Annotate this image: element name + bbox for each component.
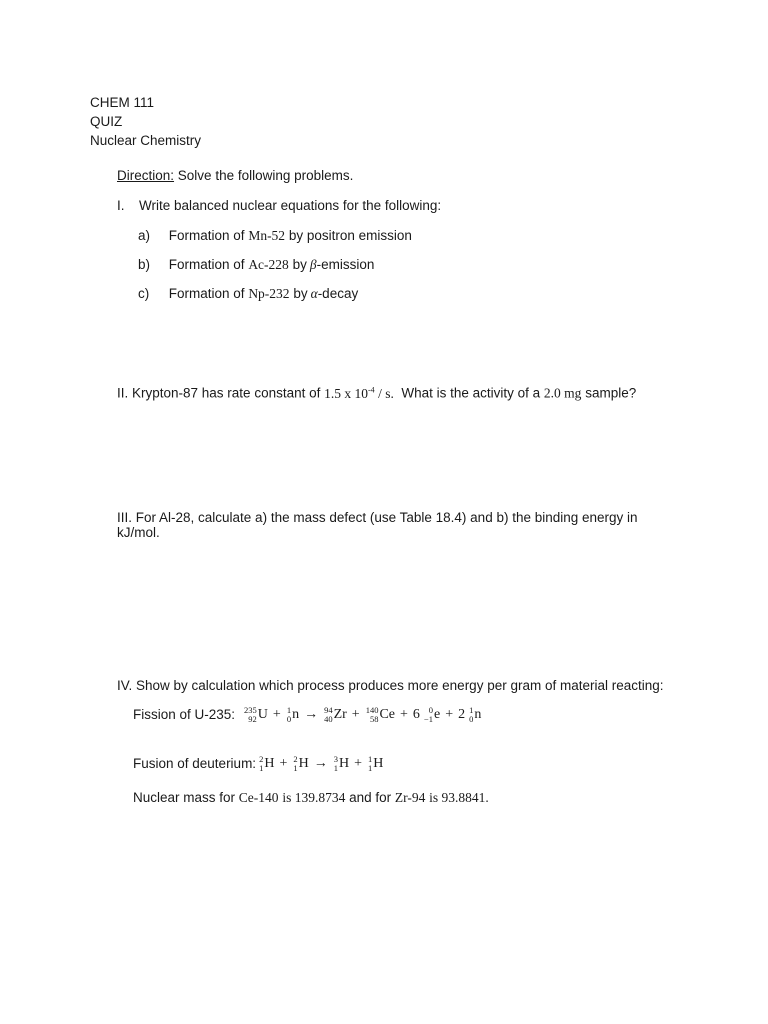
operator: + bbox=[351, 706, 360, 722]
element-symbol: n bbox=[292, 706, 300, 722]
masses-pre: Nuclear mass for bbox=[133, 790, 236, 805]
operator: + bbox=[445, 706, 454, 722]
question-1 bbox=[117, 198, 441, 213]
nuclear-masses bbox=[133, 790, 489, 806]
atomic-number: 92 bbox=[248, 713, 257, 724]
direction-label: Direction: bbox=[117, 168, 175, 183]
direction-line bbox=[117, 168, 353, 183]
operator: + bbox=[354, 755, 362, 771]
element-symbol: H bbox=[264, 755, 275, 771]
fission-label: Fission of U-235: bbox=[133, 707, 236, 722]
mass-nuclide-2: Zr-94 bbox=[394, 790, 426, 805]
masses-mid: and for bbox=[349, 790, 392, 805]
fusion-equation bbox=[133, 755, 383, 772]
question-3-line-2: kJ/mol. bbox=[117, 525, 160, 540]
direction-text: Solve the following problems. bbox=[177, 168, 354, 183]
isotope-numbers bbox=[366, 706, 379, 723]
atomic-number: 0 bbox=[286, 713, 292, 724]
coefficient: 2 bbox=[458, 706, 466, 722]
item-label: b) bbox=[138, 257, 151, 272]
mass-nuclide-1: Ce-140 bbox=[238, 790, 279, 805]
item-post: -decay bbox=[317, 286, 359, 301]
nuclide-term bbox=[286, 706, 299, 723]
fission-terms bbox=[243, 706, 481, 723]
mass-number: 94 bbox=[324, 705, 333, 715]
element-symbol: H bbox=[373, 755, 384, 771]
element-symbol: Ce bbox=[379, 706, 396, 722]
isotope-numbers bbox=[334, 755, 338, 772]
rate-base: 1.5 x 10 bbox=[324, 385, 369, 401]
header bbox=[90, 93, 201, 150]
item-nuclide: Np-232 bbox=[248, 286, 290, 301]
operator: → bbox=[313, 755, 328, 771]
mass-number: 2 bbox=[293, 754, 298, 764]
isotope-numbers bbox=[469, 706, 473, 723]
mass-number: 3 bbox=[333, 754, 338, 764]
isotope-numbers bbox=[293, 755, 297, 772]
item-mid: by bbox=[293, 286, 308, 301]
isotope-numbers bbox=[244, 706, 257, 723]
isotope-numbers bbox=[287, 706, 291, 723]
item-particle: α bbox=[310, 286, 318, 301]
item-particle: β bbox=[309, 257, 317, 272]
atomic-number: 1 bbox=[293, 762, 298, 773]
rate-unit: / s. bbox=[378, 385, 394, 401]
atomic-number: 40 bbox=[324, 713, 333, 724]
nuclide-term bbox=[458, 706, 481, 723]
nuclide-term bbox=[258, 755, 274, 772]
nuclide-term bbox=[367, 755, 383, 772]
question-2-mid: What is the activity of a bbox=[401, 385, 541, 401]
element-symbol: Zr bbox=[333, 706, 347, 722]
element-symbol: U bbox=[257, 706, 268, 722]
atomic-number: 1 bbox=[368, 762, 373, 773]
sample-mass: 2.0 mg bbox=[543, 385, 582, 401]
question-1-item-b bbox=[138, 257, 374, 273]
item-pre: Formation of bbox=[168, 286, 245, 301]
course-title: CHEM 111 bbox=[90, 95, 155, 110]
element-symbol: n bbox=[474, 706, 482, 722]
atomic-number: 0 bbox=[469, 713, 474, 724]
mass-number: 140 bbox=[365, 705, 379, 715]
operator: + bbox=[272, 706, 281, 722]
atomic-number: 1 bbox=[333, 762, 338, 773]
quiz-topic: Nuclear Chemistry bbox=[90, 133, 202, 148]
rate-exponent: -4 bbox=[368, 385, 375, 394]
element-symbol: H bbox=[338, 755, 350, 771]
mass-number: 0 bbox=[428, 705, 433, 715]
element-symbol: H bbox=[298, 755, 309, 771]
item-pre: Formation of bbox=[168, 228, 245, 243]
isotope-numbers bbox=[424, 706, 433, 723]
rate-constant bbox=[324, 386, 394, 401]
quiz-type: QUIZ bbox=[90, 114, 123, 129]
operator: + bbox=[279, 755, 288, 771]
isotope-numbers bbox=[259, 755, 263, 772]
element-symbol: e bbox=[433, 706, 441, 722]
operator: → bbox=[304, 706, 319, 722]
question-2-pre: II. Krypton-87 has rate constant of bbox=[117, 385, 321, 401]
atomic-number: 1 bbox=[259, 762, 264, 773]
fusion-terms bbox=[258, 755, 383, 772]
question-1-item-a bbox=[138, 228, 412, 244]
mass-number: 2 bbox=[259, 754, 264, 764]
isotope-numbers bbox=[324, 706, 333, 723]
item-pre: Formation of bbox=[168, 257, 245, 272]
question-1-number: I. bbox=[117, 198, 125, 213]
mass-number: 1 bbox=[469, 705, 474, 715]
item-label: a) bbox=[138, 228, 151, 243]
isotope-numbers bbox=[368, 755, 372, 772]
atomic-number: −1 bbox=[423, 713, 433, 724]
item-mid: by bbox=[292, 257, 307, 272]
coefficient: 6 bbox=[412, 706, 420, 722]
nuclide-term bbox=[413, 706, 440, 723]
mass-number: 235 bbox=[244, 705, 257, 715]
mass-number: 1 bbox=[286, 705, 292, 715]
nuclide-term bbox=[323, 706, 347, 723]
question-1-item-c bbox=[138, 286, 358, 302]
item-post: by positron emission bbox=[288, 228, 412, 243]
nuclide-term bbox=[243, 706, 268, 723]
operator: + bbox=[400, 706, 408, 722]
question-3-line-1: III. For Al-28, calculate a) the mass defect (use Table 18.4) and b) the binding energy in bbox=[117, 510, 638, 525]
question-4: IV. Show by calculation which process produces more energy per gram of material reacting: bbox=[117, 678, 664, 693]
fusion-label: Fusion of deuterium: bbox=[133, 756, 257, 771]
item-post: -emission bbox=[316, 257, 375, 272]
question-2-post: sample? bbox=[585, 385, 637, 401]
nuclide-term bbox=[365, 706, 395, 723]
nuclide-term bbox=[292, 755, 308, 772]
fission-equation bbox=[133, 706, 481, 723]
item-label: c) bbox=[138, 286, 150, 301]
question-1-text: Write balanced nuclear equations for the following: bbox=[139, 198, 442, 213]
item-nuclide: Mn-52 bbox=[248, 228, 286, 243]
nuclide-term bbox=[333, 755, 349, 772]
mass-number: 1 bbox=[368, 754, 373, 764]
item-nuclide: Ac-228 bbox=[248, 257, 289, 272]
mass-value-2: is 93.8841. bbox=[429, 790, 489, 805]
mass-value-1: is 139.8734 bbox=[282, 790, 346, 805]
atomic-number: 58 bbox=[369, 713, 379, 724]
question-2 bbox=[117, 385, 636, 402]
